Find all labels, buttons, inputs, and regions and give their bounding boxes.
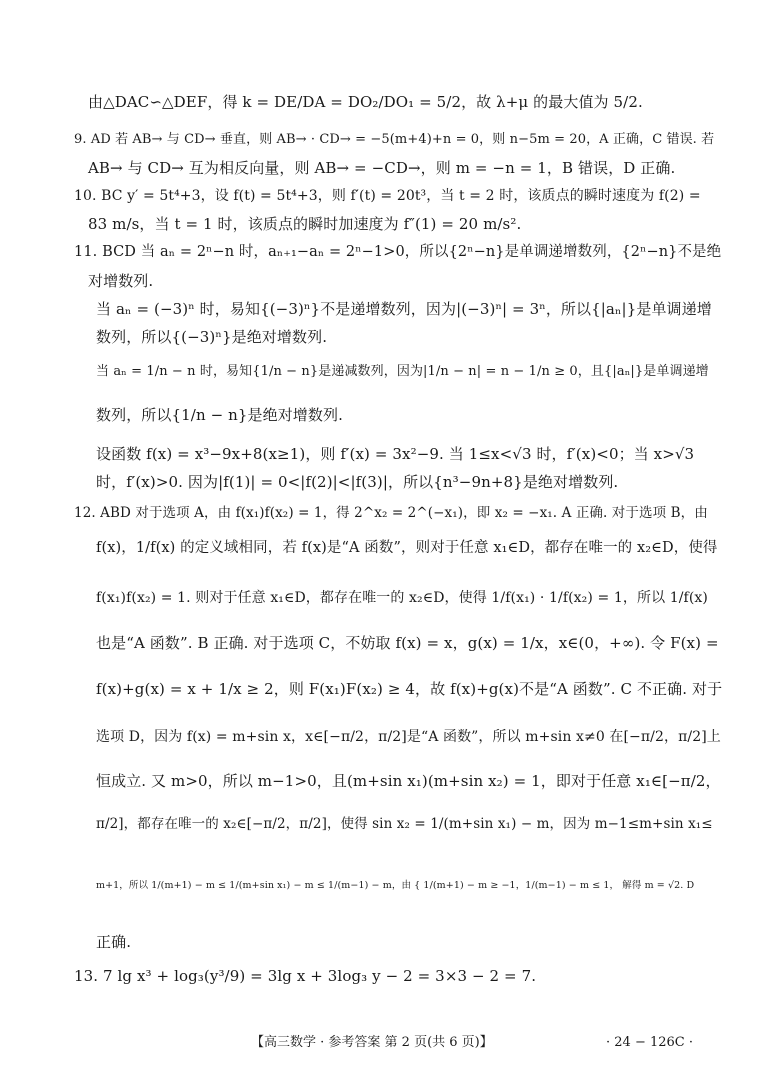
text-line: 13. 7 lg x³ + log₃(y³/9) = 3lg x + 3log₃ y − 2 = 3×3 − 2 = 7. (74, 967, 537, 985)
text-line: 11. BCD 当 aₙ = 2ⁿ−n 时，aₙ₊₁−aₙ = 2ⁿ−1>0，所以{2ⁿ−n}是单调递增数列，{2ⁿ−n}不是绝 (74, 244, 722, 260)
text-line: 正确. (96, 933, 132, 951)
text-line: 数列，所以{1/n − n}是绝对增数列. (96, 406, 343, 424)
text-line: 对增数列. (88, 272, 154, 290)
text-line: AB→ 与 CD→ 互为相反向量，则 AB→ = −CD→，则 m = −n = 1，B 错误，D 正确. (88, 159, 676, 177)
text-line: 时，f′(x)>0. 因为|f(1)| = 0<|f(2)|<|f(3)|，所以{n³−9n+8}是绝对增数列. (96, 473, 619, 491)
text-line: 12. ABD 对于选项 A，由 f(x₁)f(x₂) = 1，得 2^x₂ = 2^(−x₁)，即 x₂ = −x₁. A 正确. 对于选项 B，由 (74, 505, 708, 521)
text-line: 10. BC y′ = 5t⁴+3，设 f(t) = 5t⁴+3，则 f′(t) = 20t³，当 t = 2 时，该质点的瞬时速度为 f(2) = (74, 188, 701, 204)
text-line: 也是“A 函数”. B 正确. 对于选项 C，不妨取 f(x) = x，g(x) = 1/x，x∈(0，+∞). 令 F(x) = (96, 634, 719, 652)
footer-code: · 24 − 126C · (606, 1035, 693, 1050)
text-line: m+1，所以 1/(m+1) − m ≤ 1/(m+sin x₁) − m ≤ 1/(m−1) − m，由 { 1/(m+1) − m ≥ −1，1/(m−1) − m ≤ 1， 解得 m = √2. D (96, 880, 695, 891)
text-line: f(x₁)f(x₂) = 1. 则对于任意 x₁∈D，都存在唯一的 x₂∈D，使得 1/f(x₁) · 1/f(x₂) = 1，所以 1/f(x) (96, 590, 708, 606)
text-line: 设函数 f(x) = x³−9x+8(x≥1)，则 f′(x) = 3x²−9. 当 1≤x<√3 时，f′(x)<0；当 x>√3 (96, 445, 695, 463)
text-line: 恒成立. 又 m>0，所以 m−1>0，且(m+sin x₁)(m+sin x₂) = 1，即对于任意 x₁∈[−π/2， (96, 772, 721, 790)
text-line: 9. AD 若 AB→ 与 CD→ 垂直，则 AB→ · CD→ = −5(m+4)+n = 0，则 n−5m = 20，A 正确，C 错误. 若 (74, 132, 715, 147)
text-line: 当 aₙ = (−3)ⁿ 时，易知{(−3)ⁿ}不是递增数列，因为|(−3)ⁿ| = 3ⁿ，所以{|aₙ|}是单调递增 (96, 300, 712, 318)
footer-page-info: 【高三数学 · 参考答案 第 2 页(共 6 页)】 (251, 1035, 493, 1050)
text-line: f(x)+g(x) = x + 1/x ≥ 2，则 F(x₁)F(x₂) ≥ 4，故 f(x)+g(x)不是“A 函数”. C 不正确. 对于 (96, 680, 723, 698)
text-line: 数列，所以{(−3)ⁿ}是绝对增数列. (96, 328, 328, 346)
text-line: 当 aₙ = 1/n − n 时，易知{1/n − n}是递减数列，因为|1/n − n| = n − 1/n ≥ 0，且{|aₙ|}是单调递增 (96, 364, 709, 379)
text-line: 83 m/s，当 t = 1 时，该质点的瞬时加速度为 f″(1) = 20 m/s². (88, 215, 522, 233)
text-line: f(x)，1/f(x) 的定义域相同，若 f(x)是“A 函数”，则对于任意 x₁∈D，都存在唯一的 x₂∈D，使得 (96, 540, 718, 556)
text-line: 由△DAC∽△DEF，得 k = DE/DA = DO₂/DO₁ = 5/2，故 λ+μ 的最大值为 5/2. (88, 93, 643, 111)
text-line: 选项 D，因为 f(x) = m+sin x，x∈[−π/2，π/2]是“A 函数”，所以 m+sin x≠0 在[−π/2，π/2]上 (96, 729, 721, 745)
text-line: π/2]，都存在唯一的 x₂∈[−π/2，π/2]，使得 sin x₂ = 1/(m+sin x₁) − m，因为 m−1≤m+sin x₁≤ (96, 816, 713, 832)
